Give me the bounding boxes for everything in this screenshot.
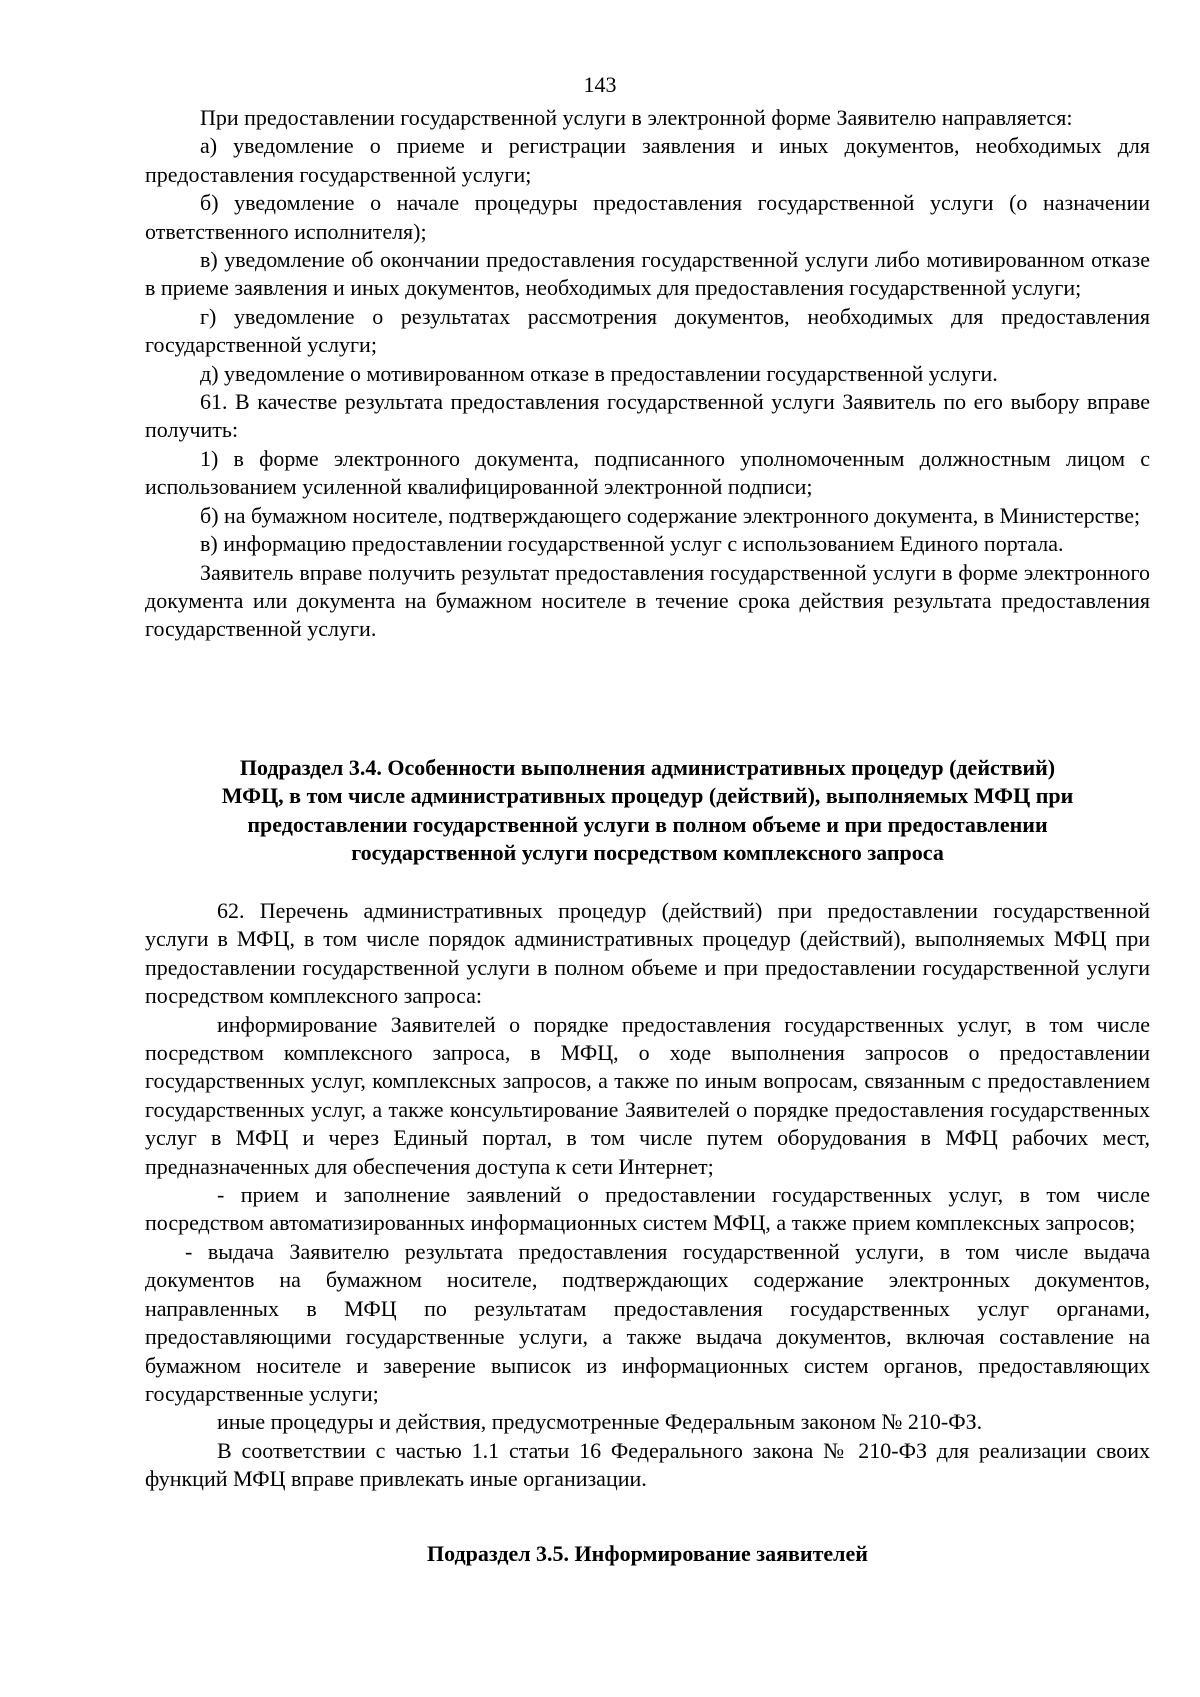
page-number: 143 [583,72,617,97]
paragraph: а) уведомление о приеме и регистрации заявления и иных документов, необходимых для предоставления государственной услуги; [145,133,1150,187]
subsection-3-5-heading [145,1540,1150,1568]
paragraph: Заявитель вправе получить результат предоставления государственной услуги в форме электронного документа или документа на бумажном носителе в течение срока действия результата предоставления государственной услуги. [145,559,1150,642]
paragraph: б) на бумажном носителе, подтверждающего содержание электронного документа, в Министерстве; [200,502,1141,528]
subsection-3-4-text [145,897,1150,1494]
paragraph: 61. В качестве результата предоставления государственной услуги Заявитель по его выбору вправе получить: [145,389,1150,443]
heading-line: Подраздел 3.4. Особенности выполнения административных процедур (действий) [239,755,1056,780]
paragraph: В соответствии с частью 1.1 статьи 16 Федерального закона № 210-ФЗ для реализации своих функций МФЦ вправе привлекать иные организации. [145,1437,1150,1492]
paragraph: г) уведомление о результатах рассмотрения документов, необходимых для предоставления государственной услуги; [145,303,1150,358]
paragraph: - прием и заполнение заявлений о предоставлении государственных услуг, в том числе посредством автоматизированных информационных систем МФЦ, а также прием комплексных запросов; [145,1182,1150,1236]
subsection-3-4-heading [145,754,1150,868]
paragraph: - выдача Заявителю результата предоставления государственной услуги, в том числе выдача документов на бумажном носителе, подтверждающих содержание электронных документов, направленных в МФЦ по результатам предоставления государственных услуг органами, предоставляющими государственные услуги, а также выдача документов, включая составление на бумажном носителе и заверение выписок из информационных систем органов, предоставляющих государственные услуги; [145,1238,1150,1406]
paragraph: в) уведомление об окончании предоставления государственной услуги либо мотивированном отказе в приеме заявления и иных документов, необходимых для предоставления государственной услуги; [145,247,1150,301]
paragraph: информирование Заявителей о порядке предоставления государственных услуг, в том числе посредством комплексного запроса, в МФЦ, о ходе выполнения запросов о предоставлении государственных услуг, комплексных запросов, а также по иным вопросам, связанным с предоставлением государственных услуг, а также консультирование Заявителей о порядке предоставления государственных услуг в МФЦ и через Единый портал, в том числе путем оборудования в МФЦ рабочих мест, предназначенных для обеспечения доступа к сети Интернет; [145,1011,1150,1179]
paragraph: б) уведомление о начале процедуры предоставления государственной услуги (о назначении ответственного исполнителя); [145,190,1150,244]
heading-line: МФЦ, в том числе административных процедур (действий), выполняемых МФЦ при [221,783,1074,809]
heading-line: государственной услуги посредством комплексного запроса [351,840,944,866]
paragraph: в) информацию предоставлении государственной услуг с использованием Единого портала. [200,531,1064,557]
heading-line: предоставлении государственной услуги в полном объеме и при предоставлении [247,811,1048,837]
paragraph: При предоставлении государственной услуги в электронной форме Заявителю направляется: [200,105,1073,130]
paragraph: иные процедуры и действия, предусмотренные Федеральным законом № 210-ФЗ. [217,1409,983,1435]
heading-line: Подраздел 3.5. Информирование заявителей [427,1541,868,1566]
paragraph: 62. Перечень административных процедур (действий) при предоставлении государственной услуги в МФЦ, в том числе порядок административных процедур (действий), выполняемых МФЦ при предоставлении государственной услуги в полном объеме и при предоставлении государственной услуги посредством комплексного запроса: [145,898,1150,1009]
paragraph: 1) в форме электронного документа, подписанного уполномоченным должностным лицом с использованием усиленной квалифицированной электронной подписи; [145,445,1150,500]
paragraph: д) уведомление о мотивированном отказе в предоставлении государственной услуги. [200,360,998,386]
section-top-text [145,104,1150,644]
